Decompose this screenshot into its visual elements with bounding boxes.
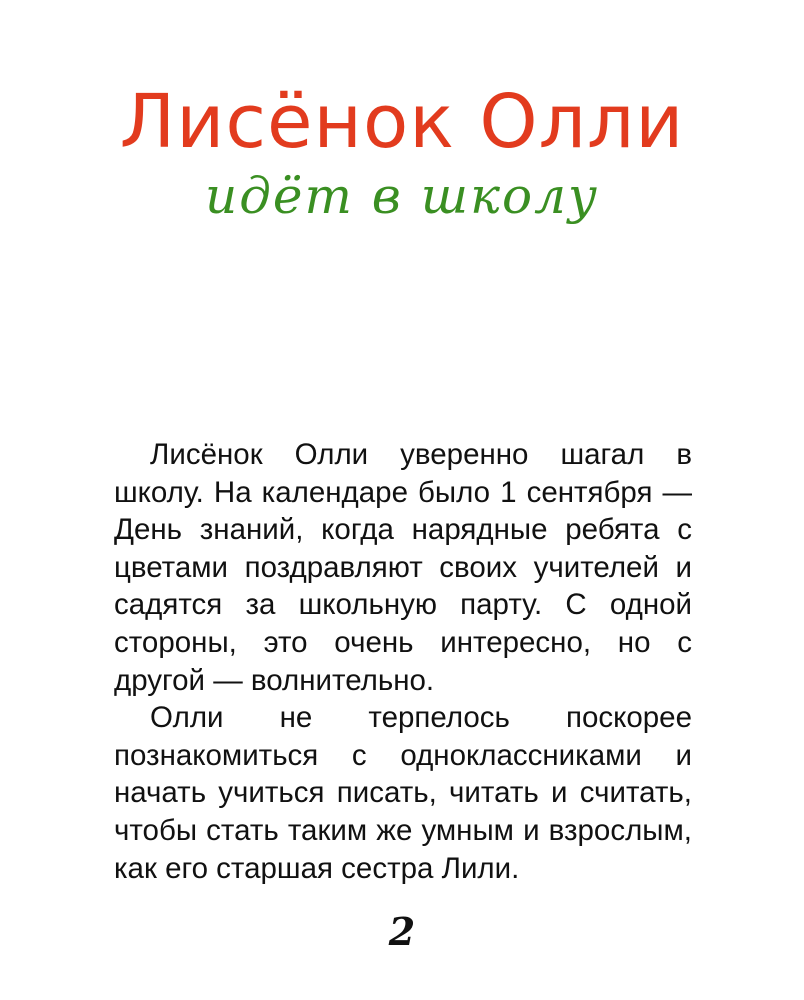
story-text: [114, 436, 692, 887]
page-number: 2: [388, 909, 416, 954]
story-paragraph-1: Лисёнок Олли уверенно шагал в школу. На календаре было 1 сентября — День знаний, когда нарядные ребята с цветами поздравляют своих учителей и садятся за школьную парту. С одной стороны, это очень интересно, но с другой — волнительно.: [114, 438, 692, 697]
page-title: Лисёнок Олли: [119, 79, 685, 165]
page-subtitle: идёт в школу: [205, 167, 599, 225]
story-paragraph-2: Олли не терпелось поскорее познакомиться с одноклассниками и начать учиться писать, читать и считать, чтобы стать таким же умным и взрослым, как его старшая сестра Лили.: [114, 701, 692, 885]
